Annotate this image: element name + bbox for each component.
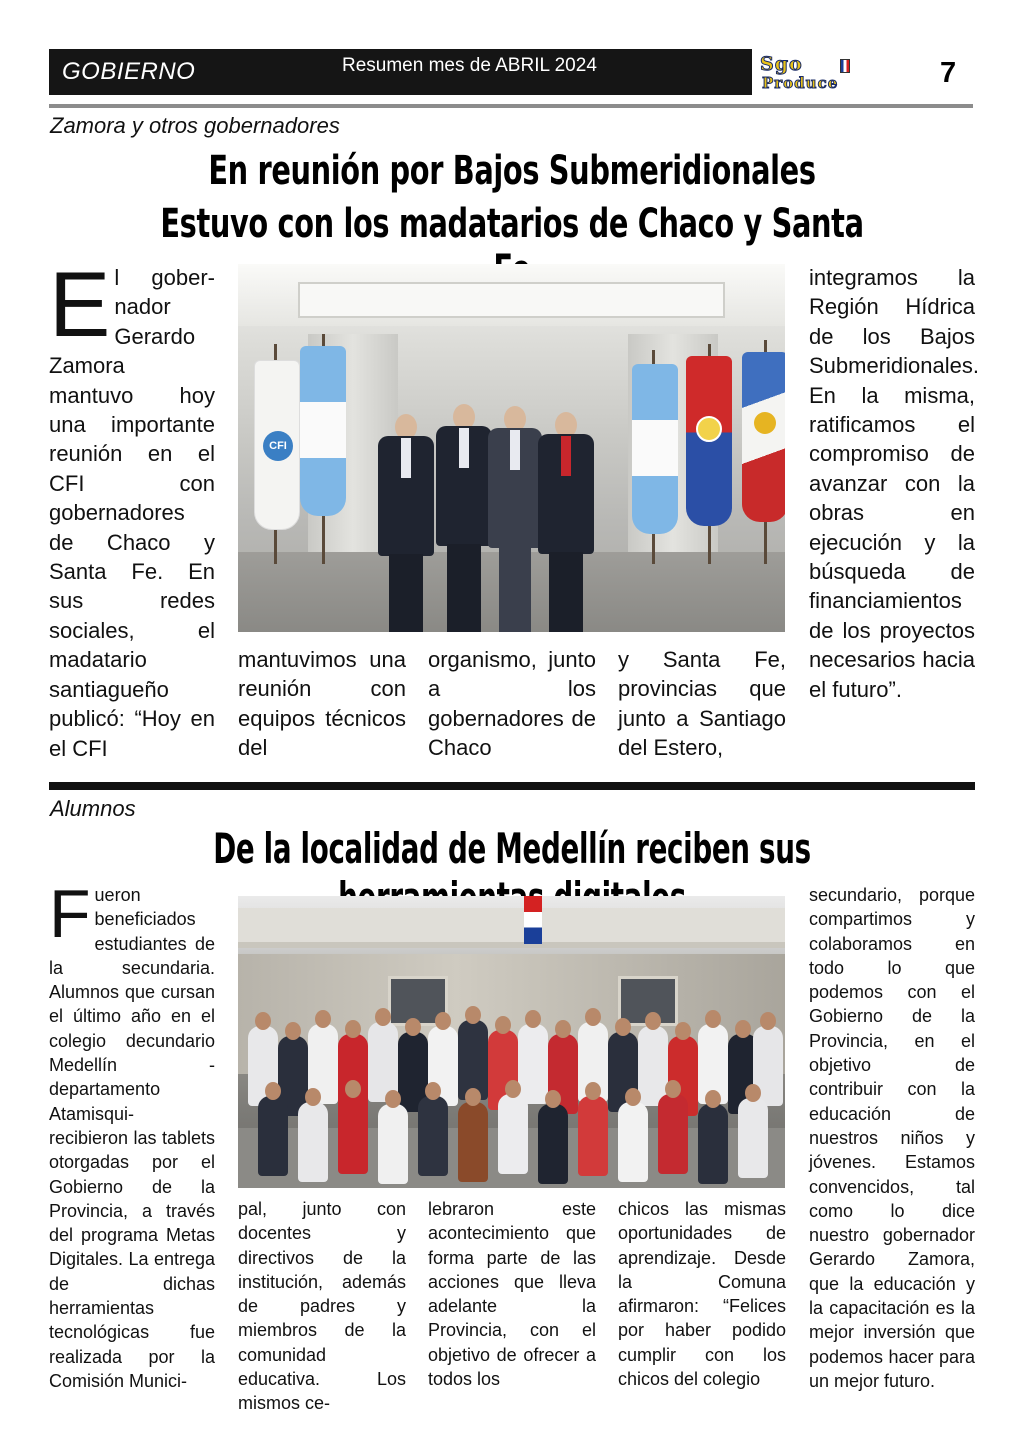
student — [498, 1094, 528, 1174]
person — [436, 404, 492, 632]
person-shirt — [459, 428, 469, 468]
person — [538, 412, 594, 632]
article1-column-2: mantuvimos una reunión con equipos técnicos del — [238, 647, 406, 761]
article1-column-1 — [49, 254, 215, 763]
argentina-flag — [300, 346, 346, 516]
photo-ceiling — [238, 264, 785, 326]
student-group — [238, 1016, 785, 1188]
dropcap: E — [49, 254, 111, 356]
issue-title: Resumen mes de ABRIL 2024 — [342, 55, 597, 76]
publication-logo — [760, 53, 900, 93]
article2-column-3: lebraron este acontecimiento que forma parte de las acciones que lleva adelante la Provincia, con el objetivo de ofrecer a todos los — [428, 1199, 596, 1390]
person-shirt — [510, 430, 520, 470]
cfi-flag — [254, 360, 300, 530]
person-shirt — [401, 438, 411, 478]
section-divider — [49, 782, 975, 790]
person-legs — [499, 546, 531, 632]
article1-photo — [238, 264, 785, 632]
student — [378, 1104, 408, 1184]
student — [658, 1094, 688, 1174]
student — [538, 1104, 568, 1184]
dropcap: F — [49, 876, 91, 952]
photo-ceiling-panel — [298, 282, 725, 318]
santiago-flag — [742, 352, 785, 522]
argentina-flag — [632, 364, 678, 534]
logo-top-text: Sgo — [760, 53, 803, 75]
flag-icon — [840, 59, 850, 73]
student — [618, 1102, 648, 1182]
student — [258, 1096, 288, 1176]
article2-column-5: secundario, porque compartimos y colaboramos en todo lo que podemos con el Gobierno de la Provincia, en el objetivo de contribuir con la educación de nuestros niños y jóvenes. Estamos convencidos, tal como lo dice nuestro gobernador Gerardo Zamora, que la educación y la capacitación es la mejor inversión que podemos hacer para un mejor futuro. — [809, 885, 975, 1391]
article1-column-3: organismo, junto a los gobernadores de Chaco — [428, 647, 596, 761]
article2-kicker: Alumnos — [50, 796, 136, 821]
person — [488, 406, 542, 632]
student — [518, 1024, 548, 1104]
article1-column-5: integramos la Región Hídrica de los Bajos Submeridionales. En la misma, ratificamos el compromiso de avanzar con la obras en ejecución y la búsqueda de financiamientos de los proyectos necesarios hacia el futuro”. — [809, 265, 979, 702]
student — [738, 1098, 768, 1178]
person-shirt — [561, 436, 571, 476]
province-flag — [686, 356, 732, 526]
article1-kicker: Zamora y otros gobernadores — [50, 113, 340, 138]
person-legs — [389, 554, 423, 632]
article2-column-2: pal, junto con docentes y directivos de la institución, además de padres y miembros de la comunidad educativa. Los mismos ce- — [238, 1199, 406, 1414]
student — [418, 1096, 448, 1176]
student — [638, 1026, 668, 1106]
article1-headline-line2: Estuvo con los madatarios de Chaco y Santa — [160, 201, 864, 247]
article1-headline-line1: En reunión por Bajos Submeridionales — [208, 148, 816, 194]
article2-headline: De la localidad de Medellín reciben sus — [213, 824, 811, 873]
header-rule — [49, 104, 973, 108]
article1-column-4: y Santa Fe, provincias que junto a Santiago del Estero, — [618, 647, 786, 761]
article2-column-1 — [49, 876, 215, 1393]
cfi-logo: CFI — [263, 431, 293, 461]
article1-col1-text: l gober-nador Gerardo Zamora mantuvo hoy una importante reunión en el CFI con gobernadores de Chaco y Santa Fe. En sus redes sociales, el madatario santiagueño publicó: “Hoy en el CFI — [49, 265, 215, 761]
section-name: GOBIERNO — [62, 58, 196, 85]
student — [458, 1102, 488, 1182]
flag-icon — [524, 896, 542, 944]
person-legs — [447, 544, 481, 632]
photo-roof — [238, 908, 785, 948]
student — [298, 1102, 328, 1182]
student — [698, 1104, 728, 1184]
article2-column-4: chicos las mismas oportunidades de aprendizaje. Desde la Comuna afirmaron: “Felices por haber podido cumplir con los chicos del colegio — [618, 1199, 786, 1390]
sun-icon — [754, 412, 776, 434]
logo-bottom-text: Produce — [762, 74, 839, 92]
article2-col1-text: ueron beneficiados estudiantes de la secundaria. Alumnos que cursan el último año en el colegio decundario Medellín -departamento Atamisqui- recibieron las tablets otorgadas por el Gobierno de la Provincia, a través del programa Metas Digitales. La entrega de dichas herramientas tecnológicas fue realizada por la Comisión Munici- — [49, 885, 215, 1391]
student — [578, 1096, 608, 1176]
person-legs — [549, 552, 583, 632]
article2-photo — [238, 896, 785, 1188]
page-number: 7 — [940, 57, 957, 89]
student — [338, 1094, 368, 1174]
province-seal-icon — [696, 416, 722, 442]
person — [378, 414, 434, 632]
